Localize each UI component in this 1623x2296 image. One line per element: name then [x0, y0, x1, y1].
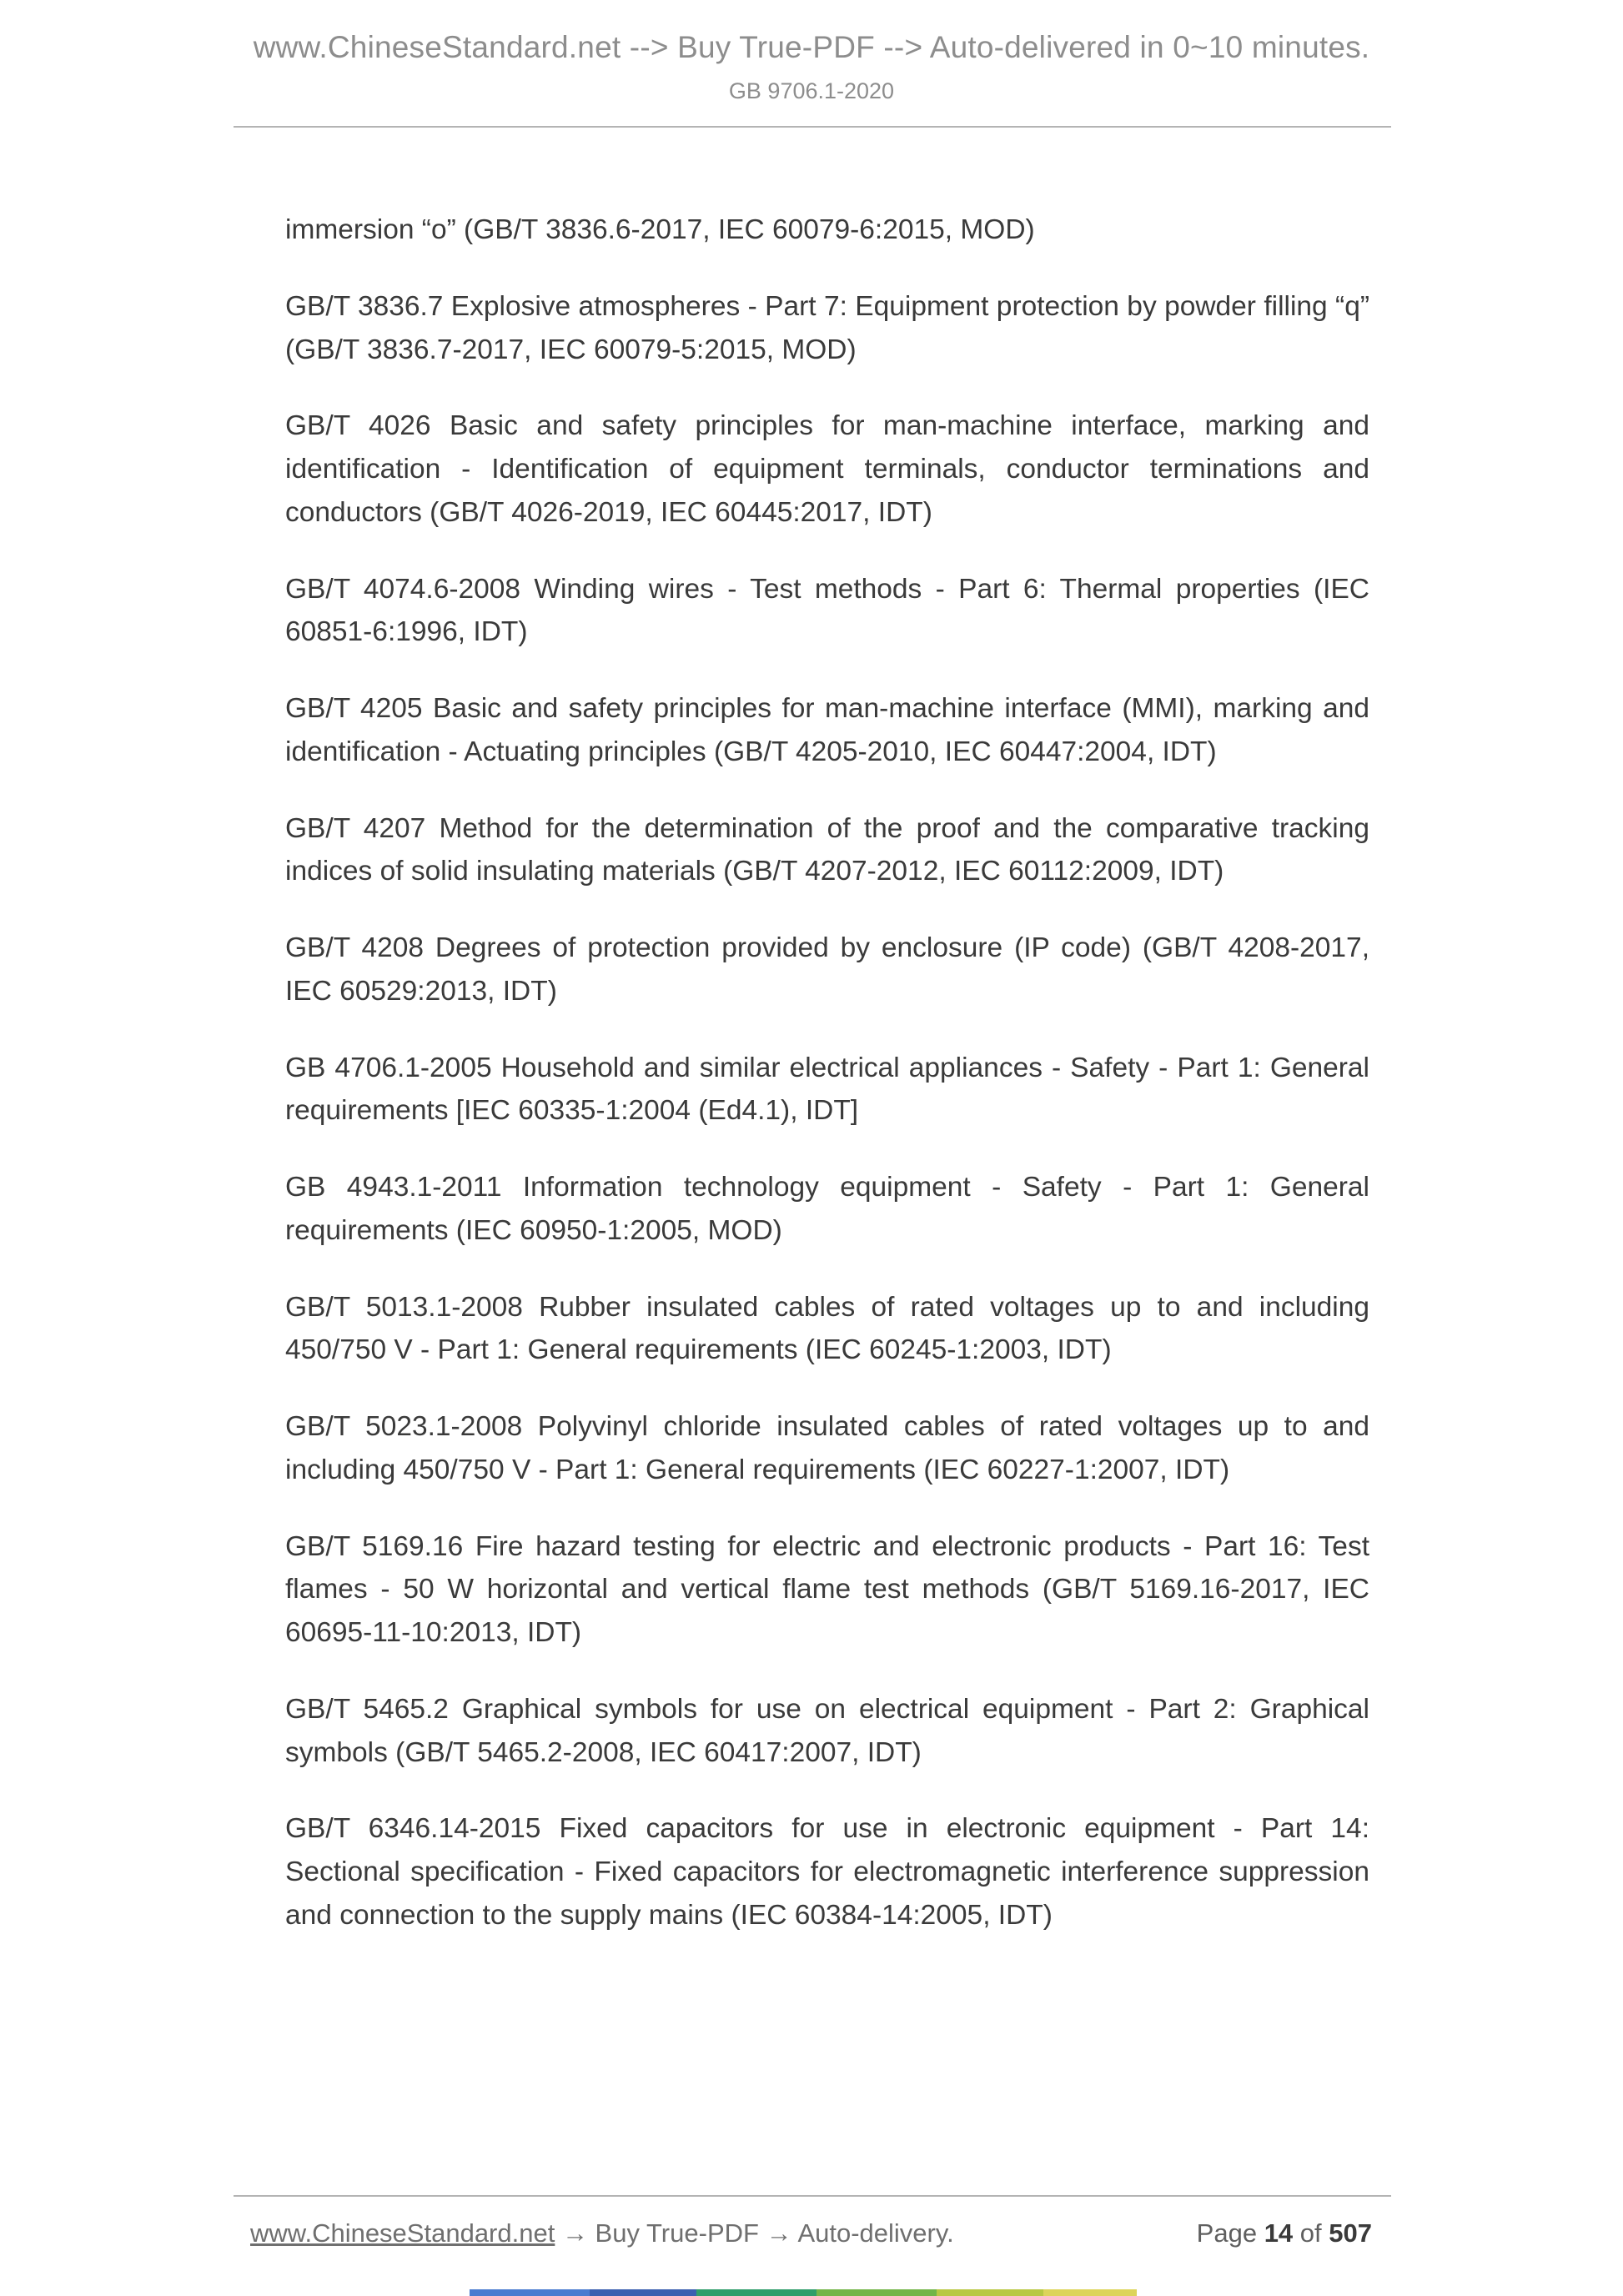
page-label: Page	[1196, 2218, 1264, 2248]
paragraph: GB/T 4205 Basic and safety principles for man-machine interface (MMI), marking and identification - Actuating principles (GB/T 4205-2010, IEC 60447:2004, IDT)	[285, 693, 1369, 767]
page-number: 14	[1264, 2218, 1294, 2248]
header-divider	[234, 126, 1391, 128]
paragraph: GB/T 5023.1-2008 Polyvinyl chloride insulated cables of rated voltages up to and including 450/750 V - Part 1: General requirements (IEC 60227-1:2007, IDT)	[285, 1411, 1369, 1485]
paragraph: GB 4706.1-2005 Household and similar electrical appliances - Safety - Part 1: General requirements [IEC 60335-1:2004 (Ed4.1), IDT]	[285, 1052, 1369, 1127]
page-indicator	[1197, 2218, 1372, 2248]
paragraph: GB/T 3836.7 Explosive atmospheres - Part 7: Equipment protection by powder filling “q” (GB/T 3836.7-2017, IEC 60079-5:2015, MOD)	[285, 290, 1369, 365]
document-number: GB 9706.1-2020	[728, 78, 895, 103]
paragraph: GB/T 5465.2 Graphical symbols for use on electrical equipment - Part 2: Graphical symbols (GB/T 5465.2-2008, IEC 60417:2007, IDT)	[285, 1693, 1369, 1768]
paragraph: GB/T 5013.1-2008 Rubber insulated cables of rated voltages up to and including 450/750 V - Part 1: General requirements (IEC 60245-1:2003, IDT)	[285, 1291, 1369, 1366]
page-footer	[250, 2218, 1372, 2248]
paragraph: GB/T 4207 Method for the determination of the proof and the comparative tracking indices of solid insulating materials (GB/T 4207-2012, IEC 60112:2009, IDT)	[285, 812, 1369, 887]
paragraph: GB/T 5169.16 Fire hazard testing for electric and electronic products - Part 16: Test flames - 50 W horizontal and vertical flame test methods (GB/T 5169.16-2017, IEC 60695-11-10:2013, IDT)	[285, 1530, 1369, 1648]
page-header	[0, 0, 1623, 104]
of-label: of	[1293, 2218, 1329, 2248]
page-total: 507	[1329, 2218, 1372, 2248]
header-promo-text: www.ChineseStandard.net --> Buy True-PDF --> Auto-delivered in 0~10 minutes.	[253, 30, 1370, 64]
footer-site-link[interactable]: www.ChineseStandard.net	[250, 2218, 555, 2248]
paragraph: immersion “o” (GB/T 3836.6-2017, IEC 60079-6:2015, MOD)	[285, 214, 1035, 245]
paragraph: GB/T 6346.14-2015 Fixed capacitors for use in electronic equipment - Part 14: Sectional specification - Fixed capacitors for electromagnetic interference suppression and connection to the supply mains (IEC 60384-14:2005, IDT)	[285, 1813, 1369, 1931]
paragraph: GB/T 4026 Basic and safety principles for man-machine interface, marking and identification - Identification of equipment terminals, conductor terminations and conductors (GB/T 4026-2019, IEC 60445:2017, IDT)	[285, 410, 1369, 528]
paragraph: GB/T 4208 Degrees of protection provided by enclosure (IP code) (GB/T 4208-2017, IEC 60529:2013, IDT)	[285, 932, 1369, 1007]
bottom-color-strip	[470, 2289, 1137, 2296]
paragraph: GB 4943.1-2011 Information technology equipment - Safety - Part 1: General requirements (IEC 60950-1:2005, MOD)	[285, 1172, 1369, 1246]
paragraph: GB/T 4074.6-2008 Winding wires - Test methods - Part 6: Thermal properties (IEC 60851-6:1996, IDT)	[285, 573, 1369, 648]
document-body	[285, 208, 1369, 2177]
footer-promo	[250, 2218, 954, 2248]
footer-promo-text: → Buy True-PDF → Auto-delivery.	[555, 2218, 954, 2248]
footer-divider	[234, 2195, 1391, 2197]
